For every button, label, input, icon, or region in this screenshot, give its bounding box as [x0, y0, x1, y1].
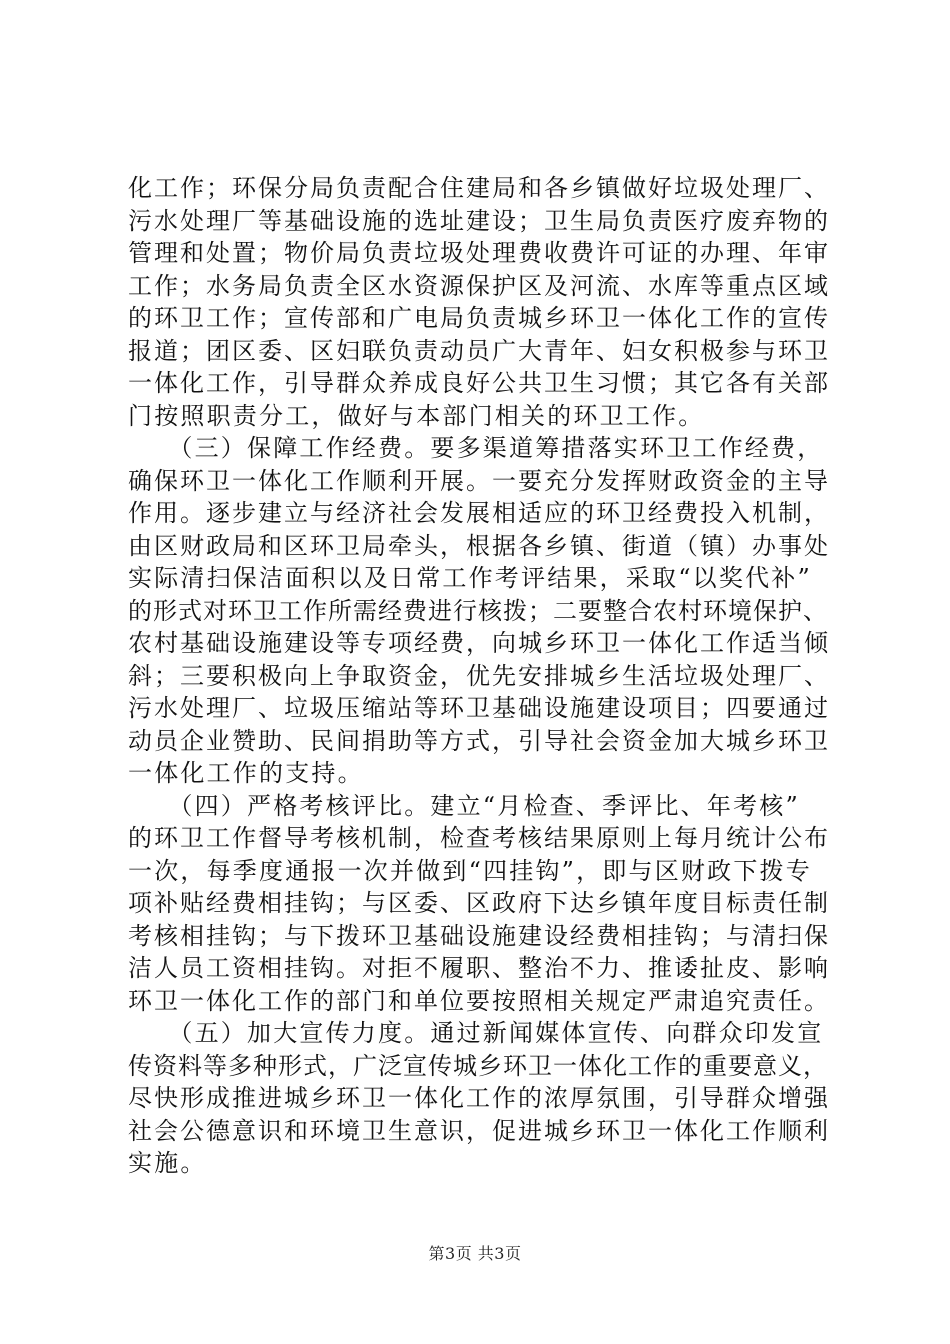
- text-line: 污水处理厂、垃圾压缩站等环卫基础设施建设项目；四要通过: [128, 694, 830, 722]
- text-line: 一次，每季度通报一次并做到“四挂钩”，即与区财政下拨专: [128, 856, 812, 885]
- text-line: 确保环卫一体化工作顺利开展。一要充分发挥财政资金的主导: [128, 466, 830, 495]
- text-line: 斜；三要积极向上争取资金，优先安排城乡生活垃圾处理厂、: [128, 661, 830, 690]
- text-line: 传资料等多种形式，广泛宣传城乡环卫一体化工作的重要意义，: [128, 1051, 828, 1080]
- text-line: 污水处理厂等基础设施的选址建设；卫生局负责医疗废弃物的: [128, 206, 830, 235]
- text-line: 一体化工作的支持。: [128, 759, 364, 787]
- document-body: [128, 172, 833, 1180]
- text-line: 工作；水务局负责全区水资源保护区及河流、水库等重点区域: [128, 271, 830, 300]
- text-line: 的环卫工作；宣传部和广电局负责城乡环卫一体化工作的宣传: [128, 304, 830, 332]
- text-line: 的形式对环卫工作所需经费进行核拨；二要整合农村环境保护、: [128, 596, 828, 625]
- text-line: 化工作；环保分局负责配合住建局和各乡镇做好垃圾处理厂、: [128, 174, 830, 202]
- text-line: （五）加大宣传力度。通过新闻媒体宣传、向群众印发宣: [128, 1019, 824, 1047]
- text-line: 动员企业赞助、民间捐助等方式，引导社会资金加大城乡环卫: [128, 726, 830, 755]
- text-line: 项补贴经费相挂钩；与区委、区政府下达乡镇年度目标责任制: [128, 889, 830, 917]
- text-line: 的环卫工作督导考核机制，检查考核结果原则上每月统计公布: [128, 824, 830, 852]
- text-line: 门按照职责分工，做好与本部门相关的环卫工作。: [128, 401, 705, 430]
- text-line: 农村基础设施建设等专项经费，向城乡环卫一体化工作适当倾: [128, 629, 830, 657]
- text-line: 报道；团区委、区妇联负责动员广大青年、妇女积极参与环卫: [128, 336, 830, 365]
- text-line: 考核相挂钩；与下拨环卫基础设施建设经费相挂钩；与清扫保: [128, 921, 830, 950]
- text-line: 一体化工作，引导群众养成良好公共卫生习惯；其它各有关部: [128, 369, 830, 397]
- page-footer: 第3页 共3页: [428, 1244, 522, 1263]
- text-line: 由区财政局和区环卫局牵头，根据各乡镇、街道（镇）办事处: [128, 531, 830, 560]
- text-line: 实际清扫保洁面积以及日常工作考评结果，采取“以奖代补”: [128, 564, 812, 592]
- text-line: 洁人员工资相挂钩。对拒不履职、整治不力、推诿扯皮、影响: [128, 954, 830, 982]
- text-line: 实施。: [128, 1149, 207, 1177]
- text-line: （三）保障工作经费。要多渠道筹措落实环卫工作经费，: [128, 434, 824, 462]
- text-line: 社会公德意识和环境卫生意识，促进城乡环卫一体化工作顺利: [128, 1116, 830, 1145]
- text-line: 管理和处置；物价局负责垃圾处理费收费许可证的办理、年审: [128, 239, 830, 267]
- text-line: 环卫一体化工作的部门和单位要按照相关规定严肃追究责任。: [128, 986, 830, 1015]
- text-line: （四）严格考核评比。建立“月检查、季评比、年考核”: [128, 791, 800, 820]
- text-line: 作用。逐步建立与经济社会发展相适应的环卫经费投入机制，: [128, 499, 830, 527]
- text-line: 尽快形成推进城乡环卫一体化工作的浓厚氛围，引导群众增强: [128, 1084, 830, 1112]
